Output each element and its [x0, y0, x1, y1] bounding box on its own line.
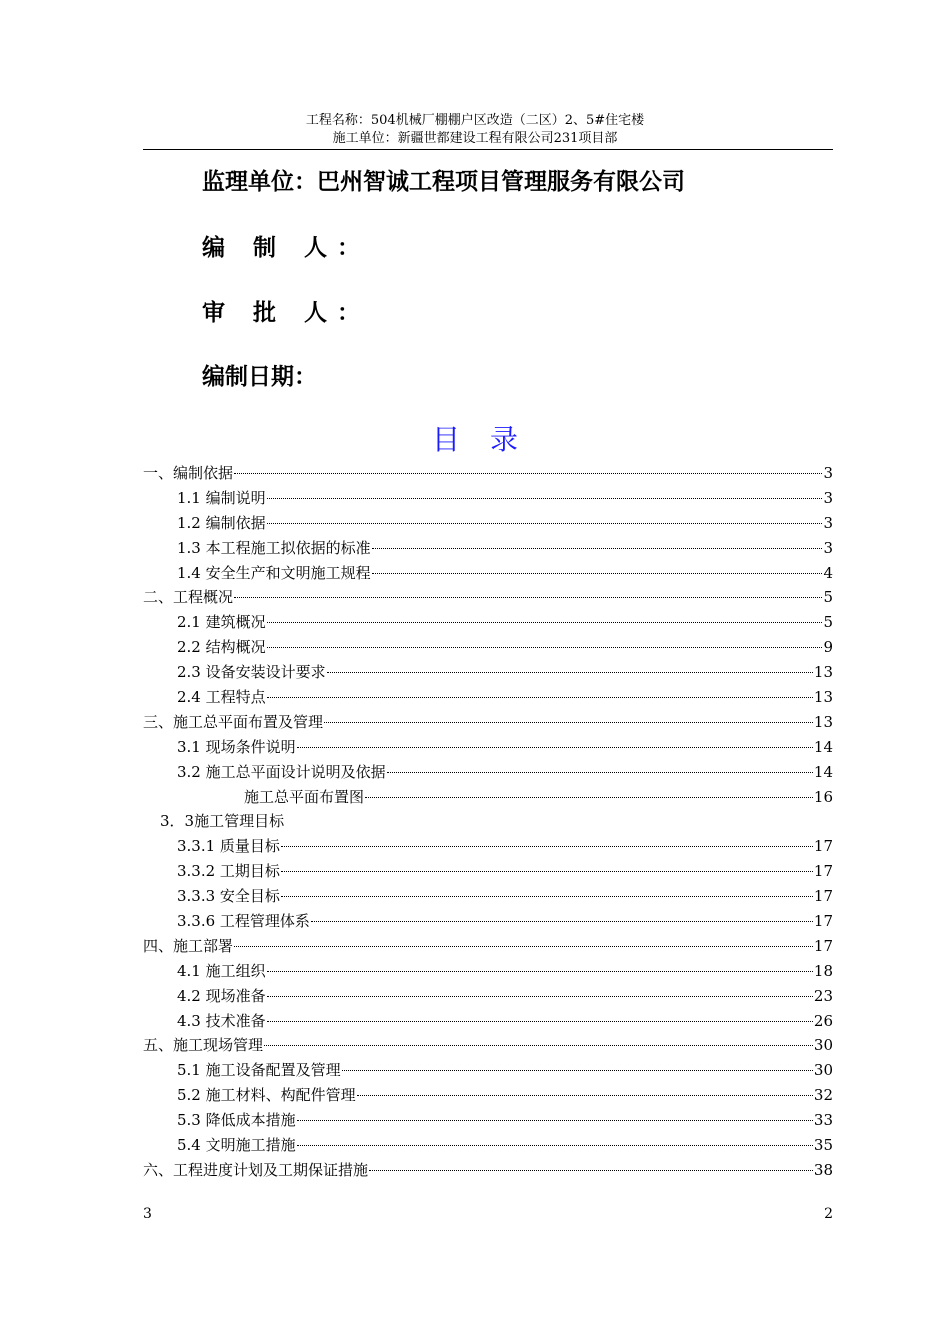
toc-entry[interactable] — [143, 859, 833, 884]
toc-entry[interactable] — [143, 785, 833, 810]
toc-entry-page: 17 — [813, 936, 833, 955]
toc-leader-dots — [342, 1070, 813, 1071]
toc-entry-page: 26 — [813, 1011, 833, 1030]
toc-entry[interactable] — [143, 685, 833, 710]
toc-entry[interactable] — [143, 561, 833, 586]
toc-leader-dots — [281, 871, 813, 872]
toc-entry-page: 17 — [813, 912, 833, 931]
toc-leader-dots — [357, 1095, 813, 1096]
toc-leader-dots — [234, 473, 822, 474]
toc-leader-dots — [267, 1021, 813, 1022]
toc-entry-label: 2.2 结构概况 — [177, 638, 266, 657]
toc-leader-dots — [372, 573, 823, 574]
toc-entry-page: 17 — [813, 862, 833, 881]
toc-entry[interactable] — [143, 1108, 833, 1133]
toc-leader-dots — [267, 971, 813, 972]
toc-leader-dots — [365, 797, 813, 798]
toc-entry-label: 三、施工总平面布置及管理 — [143, 712, 324, 731]
header-contractor: 施工单位：新疆世都建设工程有限公司231项目部 — [332, 131, 618, 146]
toc-entry[interactable] — [143, 909, 833, 934]
toc-entry[interactable] — [143, 1133, 833, 1158]
toc-entry-page: 32 — [813, 1086, 833, 1105]
toc-entry-label: 一、编制依据 — [143, 464, 234, 482]
toc-entry[interactable] — [143, 610, 833, 635]
toc-entry-page: 38 — [813, 1160, 833, 1179]
toc-entry-label: 2.4 工程特点 — [177, 688, 266, 707]
toc-entry[interactable] — [143, 585, 833, 610]
toc-entry-page: 3 — [823, 464, 833, 482]
header-project-name: 工程名称：504机械厂棚棚户区改造（二区）2、5#住宅楼 — [305, 113, 645, 128]
toc-entry[interactable] — [143, 635, 833, 660]
toc-entry-label: 四、施工部署 — [143, 936, 234, 955]
toc-entry-page: 18 — [813, 961, 833, 980]
toc-entry-page: 13 — [813, 688, 833, 707]
toc-leader-dots — [324, 722, 813, 723]
toc-leader-dots — [369, 1170, 813, 1171]
toc-entry-page: 3 — [823, 538, 833, 557]
toc-entry-label: 3.3.3 安全目标 — [177, 887, 280, 906]
toc-entry[interactable] — [143, 536, 833, 561]
toc-entry-page: 23 — [813, 986, 833, 1005]
toc-title: 目录 — [431, 423, 548, 456]
toc-entry-page: 5 — [823, 588, 833, 607]
toc-entry-page: 17 — [813, 887, 833, 906]
toc-entry-label: 3.2 施工总平面设计说明及依据 — [177, 762, 386, 781]
toc-entry[interactable] — [143, 1083, 833, 1108]
toc-entry-page: 33 — [813, 1111, 833, 1130]
toc-entry[interactable] — [143, 884, 833, 909]
toc-entry[interactable] — [143, 486, 833, 511]
toc-entry-label: 5.1 施工设备配置及管理 — [177, 1061, 341, 1080]
toc-entry-label: 4.3 技术准备 — [177, 1011, 266, 1030]
toc-leader-dots — [297, 1145, 813, 1146]
table-of-contents — [143, 461, 833, 1183]
toc-entry-page: 5 — [823, 613, 833, 632]
toc-leader-dots — [267, 498, 823, 499]
header-rule — [143, 149, 833, 150]
toc-entry-label: 5.2 施工材料、构配件管理 — [177, 1086, 356, 1105]
toc-entry[interactable] — [143, 1058, 833, 1083]
toc-entry-page: 14 — [813, 737, 833, 756]
toc-entry-page: 17 — [813, 837, 833, 856]
toc-entry[interactable] — [143, 760, 833, 785]
toc-entry[interactable] — [143, 1033, 833, 1058]
toc-entry-label: 1.2 编制依据 — [177, 513, 266, 532]
toc-entry-label: 1.4 安全生产和文明施工规程 — [177, 563, 371, 582]
toc-entry-page: 14 — [813, 762, 833, 781]
compiler-line: 编 制 人： — [202, 235, 371, 261]
toc-entry-label: 施工总平面布置图 — [244, 787, 365, 806]
toc-leader-dots — [267, 622, 823, 623]
footer-page-right: 2 — [824, 1206, 833, 1222]
toc-entry-page: 35 — [813, 1136, 833, 1155]
toc-leader-dots — [311, 921, 813, 922]
toc-leader-dots — [297, 1120, 813, 1121]
toc-leader-dots — [267, 697, 813, 698]
toc-entry-label: 六、工程进度计划及工期保证措施 — [143, 1160, 369, 1179]
toc-entry-page: 13 — [813, 712, 833, 731]
toc-leader-dots — [387, 772, 813, 773]
toc-entry-label: 5.4 文明施工措施 — [177, 1136, 296, 1155]
toc-entry-page: 13 — [813, 663, 833, 682]
toc-entry[interactable] — [143, 461, 833, 486]
approver-line: 审 批 人： — [202, 300, 371, 326]
toc-entry-label: 5.3 降低成本措施 — [177, 1111, 296, 1130]
toc-entry[interactable] — [143, 934, 833, 959]
toc-entry-label: 2.1 建筑概况 — [177, 613, 266, 632]
toc-entry-label: 3.3.1 质量目标 — [177, 837, 280, 856]
toc-entry-label: 2.3 设备安装设计要求 — [177, 663, 326, 682]
toc-entry[interactable] — [143, 834, 833, 859]
toc-leader-dots — [267, 647, 823, 648]
toc-entry-label: 3.3.6 工程管理体系 — [177, 912, 310, 931]
toc-leader-dots — [267, 523, 823, 524]
toc-entry-label: 3.1 现场条件说明 — [177, 737, 296, 756]
toc-entry-page: 4 — [823, 563, 833, 582]
footer-page-left: 3 — [143, 1206, 152, 1222]
toc-entry-label: 4.2 现场准备 — [177, 986, 266, 1005]
toc-entry-page: 9 — [823, 638, 833, 657]
toc-entry[interactable] — [143, 1009, 833, 1034]
toc-entry[interactable] — [143, 511, 833, 536]
toc-leader-dots — [327, 672, 813, 673]
toc-entry[interactable] — [143, 735, 833, 760]
toc-leader-dots — [281, 896, 813, 897]
toc-entry-label: 4.1 施工组织 — [177, 961, 266, 980]
toc-leader-dots — [234, 946, 813, 947]
toc-leader-dots — [281, 846, 813, 847]
toc-entry-page: 3 — [823, 488, 833, 507]
toc-entry-label: 1.3 本工程施工拟依据的标准 — [177, 538, 371, 557]
toc-leader-dots — [264, 1045, 813, 1046]
toc-leader-dots — [297, 747, 813, 748]
toc-leader-dots — [267, 996, 813, 997]
toc-entry-page: 30 — [813, 1061, 833, 1080]
toc-entry-label: 3.3.2 工期目标 — [177, 862, 280, 881]
page-header — [0, 112, 950, 148]
toc-entry[interactable] — [143, 959, 833, 984]
toc-entry-page: 3 — [823, 513, 833, 532]
toc-leader-dots — [234, 597, 822, 598]
toc-entry-page: 30 — [813, 1036, 833, 1055]
toc-entry-label: 二、工程概况 — [143, 588, 234, 607]
toc-entry[interactable] — [143, 660, 833, 685]
toc-entry-label: 1.1 编制说明 — [177, 488, 266, 507]
toc-entry[interactable] — [143, 809, 833, 834]
supervisor-line: 监理单位：巴州智诚工程项目管理服务有限公司 — [202, 169, 685, 195]
toc-entry[interactable] — [143, 1158, 833, 1183]
toc-entry-page: 16 — [813, 787, 833, 806]
toc-entry-label: 五、施工现场管理 — [143, 1036, 264, 1055]
toc-leader-dots — [372, 548, 823, 549]
toc-entry[interactable] — [143, 710, 833, 735]
date-line: 编制日期： — [202, 364, 317, 390]
toc-entry-label: 3．3施工管理目标 — [160, 812, 285, 831]
toc-entry[interactable] — [143, 984, 833, 1009]
